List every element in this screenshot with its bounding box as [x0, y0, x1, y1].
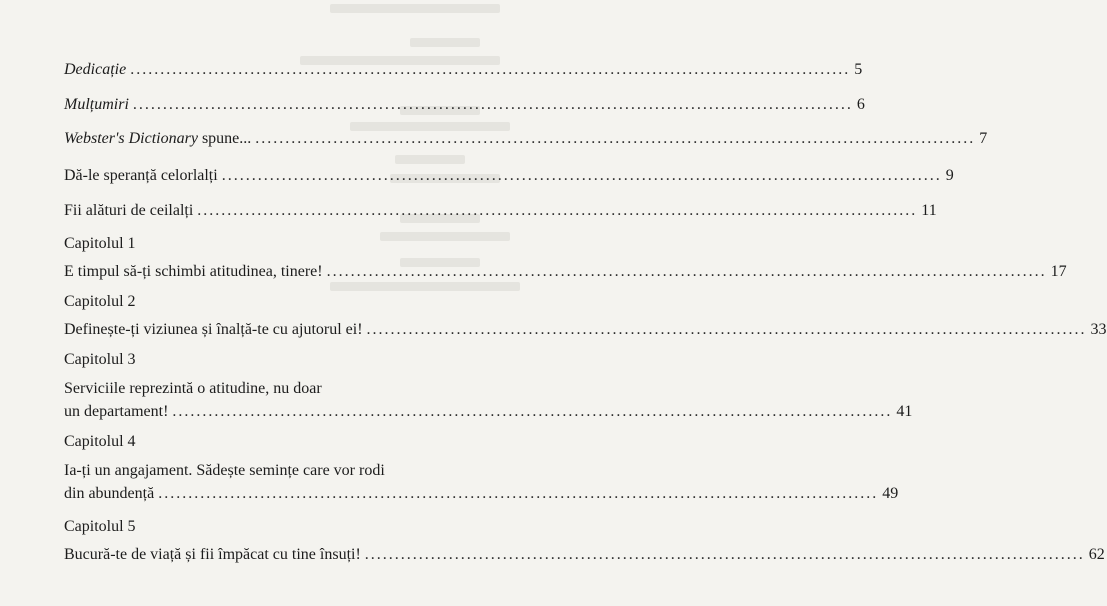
- toc-page-number: 11: [921, 202, 937, 219]
- chapter-title-line: Serviciile reprezintă o atitudine, nu doar: [64, 380, 322, 397]
- toc-entry-title: Fii alături de ceilalți: [64, 202, 194, 219]
- dot-leader: ........................................................................................................................: [326, 263, 1047, 280]
- dot-leader: ........................................................................................................................: [364, 546, 1085, 563]
- chapter-label: Capitolul 4: [64, 433, 136, 450]
- dot-leader: ........................................................................................................................: [221, 167, 942, 184]
- dot-leader: ........................................................................................................................: [132, 96, 853, 113]
- toc-page-number: 49: [882, 485, 899, 502]
- toc-chapter-1: [64, 234, 1067, 282]
- dot-leader: ........................................................................................................................: [255, 130, 976, 147]
- toc-entry-title: Dedicație: [64, 61, 127, 78]
- chapter-label: Capitolul 1: [64, 235, 136, 252]
- toc-entry-title: [64, 129, 251, 149]
- toc-page-number: 9: [945, 167, 954, 184]
- chapter-title: Bucură-te de viață și fii împăcat cu tine însuți!: [64, 546, 361, 563]
- toc-chapter-4: [64, 432, 899, 504]
- toc-entry-title-rest: spune...: [197, 130, 252, 147]
- dot-leader: ........................................................................................................................: [158, 485, 879, 502]
- chapter-title: E timpul să-ți schimbi atitudinea, tinere!: [64, 263, 323, 280]
- toc-page-number: 41: [896, 403, 913, 420]
- dot-leader: ........................................................................................................................: [130, 61, 851, 78]
- toc-entry-title: Mulțumiri: [64, 96, 129, 113]
- chapter-label: Capitolul 5: [64, 518, 136, 535]
- toc-entry-websters: [64, 129, 988, 149]
- toc-entry-multumiri: [64, 95, 865, 115]
- chapter-title: Definește-ți viziunea și înalță-te cu ajutorul ei!: [64, 321, 363, 338]
- dot-leader: ........................................................................................................................: [197, 202, 918, 219]
- toc-entry-speranta: [64, 166, 954, 186]
- dot-leader: ........................................................................................................................: [172, 403, 893, 420]
- toc-page-number: 7: [979, 130, 988, 147]
- chapter-title: un departament!: [64, 403, 169, 420]
- toc-entry-title: Dă-le speranță celorlalți: [64, 167, 218, 184]
- toc-page-number: 5: [854, 61, 863, 78]
- toc-page-number: 6: [856, 96, 865, 113]
- dot-leader: ........................................................................................................................: [366, 321, 1087, 338]
- toc-entry-title-italic: Webster's Dictionary: [64, 130, 198, 147]
- chapter-title: din abundență: [64, 485, 155, 502]
- chapter-label: Capitolul 2: [64, 293, 136, 310]
- toc-chapter-3: [64, 350, 913, 422]
- chapter-title-line: Ia-ți un angajament. Sădește semințe care vor rodi: [64, 462, 385, 479]
- toc-page-number: 62: [1088, 546, 1105, 563]
- toc-chapter-5: [64, 517, 1105, 565]
- toc-page-number: 33: [1090, 321, 1107, 338]
- toc-entry-dedicatie: [64, 60, 863, 80]
- toc-page-number: 17: [1050, 263, 1067, 280]
- toc-chapter-2: [64, 292, 1107, 340]
- toc-entry-alaturi: [64, 201, 937, 221]
- chapter-label: Capitolul 3: [64, 351, 136, 368]
